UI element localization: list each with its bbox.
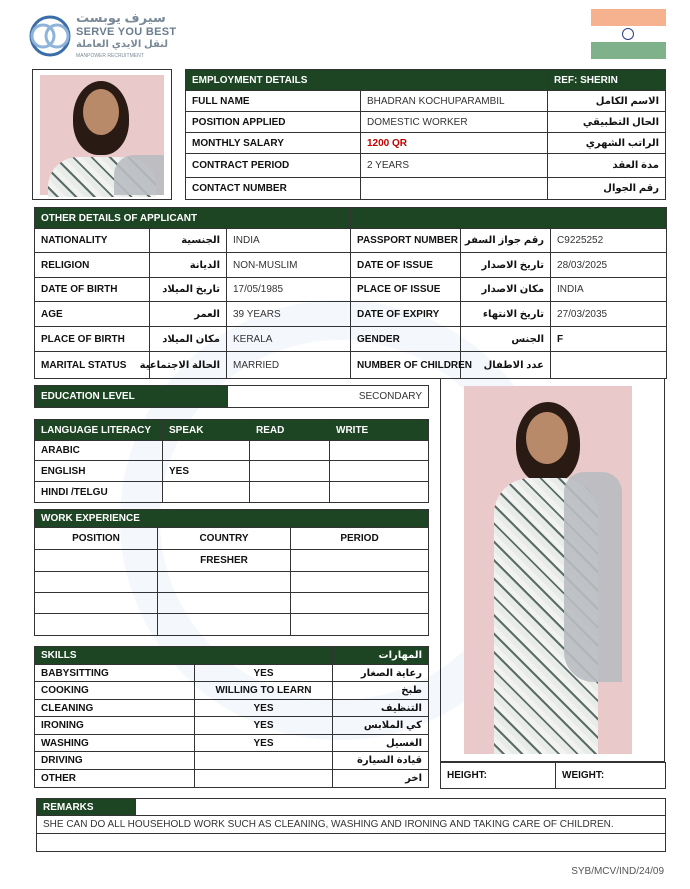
- other-details-title-blank: [351, 208, 667, 229]
- position-value: DOMESTIC WORKER: [361, 112, 548, 133]
- salary-label: MONTHLY SALARY: [186, 133, 361, 154]
- applicant-portrait-box: [32, 69, 172, 200]
- skills-title-arabic: المهارات: [333, 647, 429, 665]
- work-row-2-position: [35, 572, 158, 593]
- position-label: POSITION APPLIED: [186, 112, 361, 133]
- measurements-table: [440, 762, 665, 788]
- issue-place-label: PLACE OF ISSUE: [351, 278, 461, 302]
- birthplace-value: KERALA: [227, 327, 351, 352]
- document-code: SYB/MCV/IND/24/09: [571, 866, 664, 877]
- marital-value: MARRIED: [227, 352, 351, 379]
- full-name-label: FULL NAME: [186, 91, 361, 112]
- work-row-3-period: [291, 593, 429, 614]
- skill-babysitting: BABYSITTING: [35, 665, 195, 682]
- language-header: LANGUAGE LITERACY: [35, 420, 163, 441]
- read-header: READ: [250, 420, 330, 441]
- position-header: POSITION: [35, 528, 158, 550]
- skill-cooking-arabic: طبخ: [333, 682, 429, 700]
- employment-details-table: [185, 69, 665, 199]
- dob-arabic: تاريخ الميلاد: [150, 278, 227, 302]
- skill-washing: WASHING: [35, 735, 195, 752]
- skills-table: [34, 646, 428, 787]
- work-row-3-position: [35, 593, 158, 614]
- full-name-arabic: الاسم الكامل: [548, 91, 666, 112]
- skill-cleaning-value: YES: [195, 700, 333, 717]
- issue-date-label: DATE OF ISSUE: [351, 253, 461, 278]
- skill-driving-arabic: قيادة السيارة: [333, 752, 429, 770]
- skill-cleaning: CLEANING: [35, 700, 195, 717]
- education-table: [34, 385, 428, 407]
- issue-date-value: 28/03/2025: [551, 253, 667, 278]
- country-header: COUNTRY: [158, 528, 291, 550]
- other-details-table: [34, 207, 666, 378]
- speak-header: SPEAK: [163, 420, 250, 441]
- skill-driving: DRIVING: [35, 752, 195, 770]
- gender-arabic: الجنس: [461, 327, 551, 352]
- other-details-title: OTHER DETAILS OF APPLICANT: [35, 208, 351, 229]
- work-row-4-period: [291, 614, 429, 636]
- skill-other: OTHER: [35, 770, 195, 788]
- skill-other-value: [195, 770, 333, 788]
- salary-value: 1200 QR: [361, 133, 548, 154]
- skill-ironing: IRONING: [35, 717, 195, 735]
- work-row-2-country: [158, 572, 291, 593]
- nationality-arabic: الجنسية: [150, 229, 227, 253]
- logo-arabic: سيرف يوبست: [76, 10, 166, 25]
- work-row-1-period: [291, 550, 429, 572]
- children-arabic: عدد الاطفال: [461, 352, 551, 379]
- employment-details-title: EMPLOYMENT DETAILS: [186, 70, 548, 91]
- contract-label: CONTRACT PERIOD: [186, 154, 361, 178]
- skill-babysitting-arabic: رعاية الصغار: [333, 665, 429, 682]
- work-experience-table: [34, 509, 428, 635]
- skill-cleaning-arabic: التنظيف: [333, 700, 429, 717]
- arabic-read: [250, 441, 330, 461]
- contact-value: [361, 178, 548, 200]
- expiry-label: DATE OF EXPIRY: [351, 302, 461, 327]
- work-row-3-country: [158, 593, 291, 614]
- education-value: SECONDARY: [228, 386, 429, 408]
- english-write: [330, 461, 429, 482]
- hindi-speak: [163, 482, 250, 503]
- salary-arabic: الراتب الشهري: [548, 133, 666, 154]
- reference: REF: SHERIN: [548, 70, 666, 91]
- gender-value: F: [551, 327, 667, 352]
- india-flag-icon: [591, 9, 666, 59]
- children-label: NUMBER OF CHILDREN: [351, 352, 461, 379]
- nationality-label: NATIONALITY: [35, 229, 150, 253]
- contract-arabic: مدة العقد: [548, 154, 666, 178]
- remarks-blank-row: [37, 834, 666, 852]
- age-arabic: العمر: [150, 302, 227, 327]
- gender-label: GENDER: [351, 327, 461, 352]
- passport-label: PASSPORT NUMBER: [351, 229, 461, 253]
- contact-arabic: رقم الجوال: [548, 178, 666, 200]
- arabic-speak: [163, 441, 250, 461]
- skill-other-arabic: اخر: [333, 770, 429, 788]
- age-value: 39 YEARS: [227, 302, 351, 327]
- applicant-full-photo: [464, 386, 632, 754]
- birthplace-arabic: مكان الميلاد: [150, 327, 227, 352]
- issue-place-arabic: مكان الاصدار: [461, 278, 551, 302]
- logo-tagline: MANPOWER RECRUITMENT: [76, 53, 144, 59]
- logo-name: SERVE YOU BEST: [76, 26, 177, 38]
- work-row-4-country: [158, 614, 291, 636]
- dob-value: 17/05/1985: [227, 278, 351, 302]
- language-table: [34, 419, 428, 502]
- remarks-text: SHE CAN DO ALL HOUSEHOLD WORK SUCH AS CLEANING, WASHING AND IRONING AND TAKING CARE OF CHILDREN.: [37, 816, 666, 834]
- language-english: ENGLISH: [35, 461, 163, 482]
- period-header: PERIOD: [291, 528, 429, 550]
- applicant-portrait: [40, 75, 164, 195]
- hindi-write: [330, 482, 429, 503]
- dob-label: DATE OF BIRTH: [35, 278, 150, 302]
- arabic-write: [330, 441, 429, 461]
- skill-washing-arabic: الغسيل: [333, 735, 429, 752]
- work-row-4-position: [35, 614, 158, 636]
- weight-label: WEIGHT:: [556, 763, 666, 789]
- skill-babysitting-value: YES: [195, 665, 333, 682]
- education-label: EDUCATION LEVEL: [35, 386, 228, 408]
- remarks-table: [36, 798, 665, 851]
- skill-ironing-arabic: كي الملابس: [333, 717, 429, 735]
- marital-arabic: الحالة الاجتماعية: [150, 352, 227, 379]
- expiry-value: 27/03/2035: [551, 302, 667, 327]
- work-row-2-period: [291, 572, 429, 593]
- remarks-title-blank: [136, 799, 666, 816]
- expiry-arabic: تاريخ الانتهاء: [461, 302, 551, 327]
- issue-date-arabic: تاريخ الاصدار: [461, 253, 551, 278]
- religion-label: RELIGION: [35, 253, 150, 278]
- logo-icon: [28, 12, 72, 60]
- passport-value: C9225252: [551, 229, 667, 253]
- skill-cooking: COOKING: [35, 682, 195, 700]
- remarks-title: REMARKS: [37, 799, 136, 816]
- skill-ironing-value: YES: [195, 717, 333, 735]
- language-arabic: ARABIC: [35, 441, 163, 461]
- company-logo: [28, 10, 178, 62]
- skill-driving-value: [195, 752, 333, 770]
- language-hindi: HINDI /TELGU: [35, 482, 163, 503]
- skills-title: SKILLS: [35, 647, 333, 665]
- skill-washing-value: YES: [195, 735, 333, 752]
- work-row-1-country: FRESHER: [158, 550, 291, 572]
- religion-arabic: الديانة: [150, 253, 227, 278]
- write-header: WRITE: [330, 420, 429, 441]
- contract-value: 2 YEARS: [361, 154, 548, 178]
- hindi-read: [250, 482, 330, 503]
- work-experience-title: WORK EXPERIENCE: [35, 510, 429, 528]
- english-read: [250, 461, 330, 482]
- full-name-value: BHADRAN KOCHUPARAMBIL: [361, 91, 548, 112]
- work-row-1-position: [35, 550, 158, 572]
- children-value: [551, 352, 667, 379]
- issue-place-value: INDIA: [551, 278, 667, 302]
- passport-arabic: رقم جواز السفر: [461, 229, 551, 253]
- logo-arabic-sub: لنقل الايدي العاملة: [76, 39, 169, 50]
- marital-label: MARITAL STATUS: [35, 352, 150, 379]
- religion-value: NON-MUSLIM: [227, 253, 351, 278]
- birthplace-label: PLACE OF BIRTH: [35, 327, 150, 352]
- nationality-value: INDIA: [227, 229, 351, 253]
- skill-cooking-value: WILLING TO LEARN: [195, 682, 333, 700]
- full-photo-box: [440, 378, 665, 762]
- age-label: AGE: [35, 302, 150, 327]
- height-label: HEIGHT:: [441, 763, 556, 789]
- contact-label: CONTACT NUMBER: [186, 178, 361, 200]
- english-speak: YES: [163, 461, 250, 482]
- position-arabic: الحال التطبيقي: [548, 112, 666, 133]
